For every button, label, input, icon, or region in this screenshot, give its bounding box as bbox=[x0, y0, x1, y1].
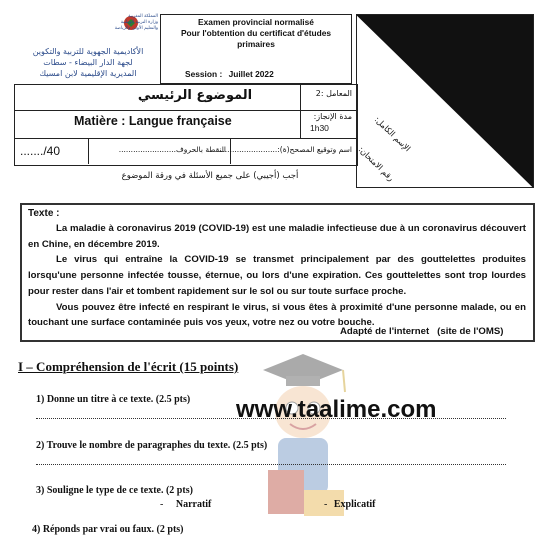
exam-title-line: Examen provincial normalisé bbox=[198, 17, 314, 27]
candidate-name-label: الإسم الكامل: bbox=[372, 115, 413, 154]
text-paragraph: La maladie à coronavirus 2019 (COVID-19) est une maladie infectieuse due à un coronavirus découvert en Chine, en décembre 2019. bbox=[28, 223, 526, 250]
question-1-label: 1) Donne un titre à ce texte. (2.5 pts) bbox=[36, 394, 191, 405]
question-4-label: 4) Réponds par vrai ou faux. (2 pts) bbox=[32, 524, 184, 535]
bullet-marker: - bbox=[324, 499, 328, 510]
question-3-label: 3) Souligne le type de ce texte. (2 pts) bbox=[36, 485, 193, 496]
candidate-corner bbox=[356, 14, 534, 188]
logo-line: المملكة المغربية bbox=[128, 14, 158, 19]
text-paragraph: Le virus qui entraîne la COVID-19 se transmet principalement par des gouttelettes produites lorsqu'une personne infectée tousse, éternue, ou lors d'une expiration. Ces gouttelettes sont trop lourdes pour rester dans l'air et tombent rapidement sur le sol ou sur toute surface proche. bbox=[28, 254, 526, 297]
main-subject-title: الموضوع الرئيسي bbox=[137, 88, 253, 103]
question-2-label: 2) Trouve le nombre de paragraphes du texte. (2.5 pts) bbox=[36, 440, 268, 451]
logo-line: وزارة التربية الوطنية bbox=[120, 20, 158, 25]
session-value: Juillet 2022 bbox=[228, 69, 274, 79]
logo-line: لجهة الدار البيضاء - سطات bbox=[43, 58, 133, 67]
score-in-letters-field[interactable]: النقطة بالحروف........................ bbox=[118, 145, 226, 154]
answer-line-2[interactable] bbox=[36, 464, 506, 465]
exam-instruction: أجب (أجيبي) على جميع الأسئلة في ورقة الموضوع bbox=[121, 171, 299, 181]
corrector-signature-field[interactable]: اسم وتوقيع المصحح(ة):........................ bbox=[220, 145, 352, 154]
score-field[interactable]: ......./40 bbox=[20, 144, 61, 158]
option-narratif[interactable]: Narratif bbox=[175, 499, 212, 510]
answer-line-1[interactable] bbox=[36, 418, 506, 419]
session-label: Session : bbox=[185, 69, 223, 79]
duration-label: مدة الإنجاز: bbox=[313, 112, 352, 121]
reading-text-box bbox=[20, 203, 535, 342]
exam-title-box bbox=[160, 14, 352, 84]
text-paragraph: Vous pouvez être infecté en respirant le virus, si vous êtes à proximité d'une personne malade, ou en touchant une surface contaminée puis vos yeux, votre nez ou votre bouche. bbox=[28, 301, 526, 329]
candidate-number-label: رقم الامتحان: bbox=[356, 145, 396, 183]
duration-value: 1h30 bbox=[310, 123, 329, 133]
site-watermark: www.taalime.com bbox=[236, 396, 437, 423]
text-heading: Texte : bbox=[28, 208, 60, 219]
section-title: I – Compréhension de l'écrit (15 points) bbox=[18, 359, 239, 374]
bullet-marker: - bbox=[160, 499, 164, 510]
option-explicatif[interactable]: Explicatif bbox=[333, 499, 376, 510]
exam-title-line: primaires bbox=[237, 39, 275, 49]
logo-line: الأكاديمية الجهوية للتربية والتكوين bbox=[32, 47, 144, 56]
subject-label: Matière : Langue française bbox=[74, 114, 232, 128]
logo-line: والتعليم الأولي والرياضة bbox=[114, 26, 158, 31]
coefficient-label: المعامل :2 bbox=[315, 89, 352, 98]
corner-triangle-icon bbox=[357, 15, 533, 187]
ministry-logo bbox=[16, 12, 158, 84]
exam-title-line: Pour l'obtention du certificat d'études bbox=[180, 28, 332, 38]
logo-line: المديرية الإقليمية لابن امسيك bbox=[39, 69, 137, 78]
text-source: Adapté de l'internet (site de l'OMS) bbox=[340, 326, 504, 337]
